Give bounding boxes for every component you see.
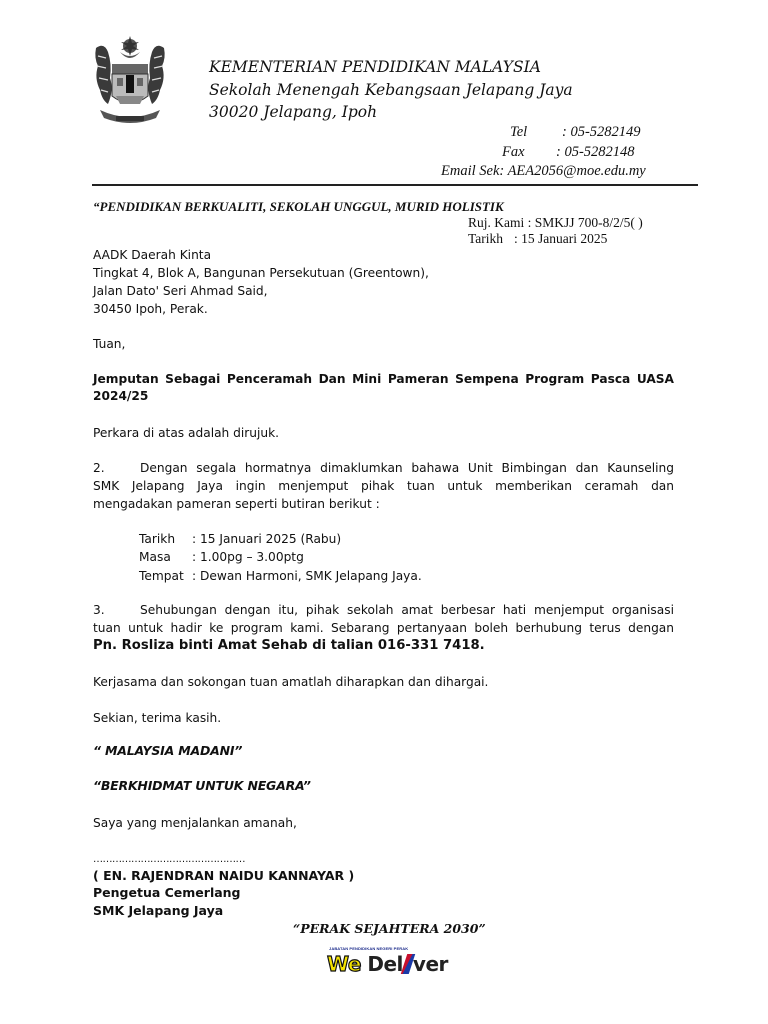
signature-line: ………………………………………… (93, 854, 245, 865)
closing-thanks: Sekian, terima kasih. (93, 711, 222, 725)
logo-tagline: JABATAN PENDIDIKAN NEGERI PERAK (329, 946, 409, 951)
detail-label: Masa (139, 550, 171, 564)
date-label: Tarikh (468, 231, 504, 246)
recipient-line: AADK Daerah Kinta (93, 248, 212, 262)
signatory-title: Pengetua Cemerlang (93, 885, 241, 900)
reference-statement: Perkara di atas adalah dirujuk. (93, 426, 280, 440)
slogan-malaysia-madani: “ MALAYSIA MADANI” (93, 743, 243, 758)
tel-label: Tel (510, 124, 528, 140)
fax-label: Fax (502, 144, 525, 160)
school-address: 30020 Jelapang, Ipoh (209, 103, 378, 121)
reference-number: Ruj. Kami : SMKJJ 700-8/2/5( ) (468, 215, 643, 230)
letterhead-divider (92, 184, 698, 186)
recipient-line: Jalan Dato' Seri Ahmad Said, (93, 284, 268, 298)
salutation: Tuan, (93, 337, 126, 351)
tel-value: : 05-5282149 (562, 124, 641, 140)
fax-value: : 05-5282148 (556, 144, 635, 160)
ministry-name: KEMENTERIAN PENDIDIKAN MALAYSIA (209, 58, 541, 76)
paragraph-line: SMK Jelapang Jaya ingin menjemput pihak tuan untuk memberikan ceramah dan (93, 479, 674, 493)
logo-ver: ver (412, 952, 448, 976)
paragraph-number: 3. (93, 603, 105, 617)
school-email: Email Sek: AEA2056@moe.edu.my (441, 163, 646, 179)
paragraph-line: tuan untuk hadir ke program kami. Sebarang pertanyaan boleh berhubung terus dengan (93, 621, 674, 635)
detail-value: : Dewan Harmoni, SMK Jelapang Jaya. (192, 569, 422, 583)
paragraph-2 (93, 459, 674, 513)
detail-label: Tarikh (139, 532, 176, 546)
malaysia-coat-of-arms-icon (90, 34, 170, 126)
signatory-school: SMK Jelapang Jaya (93, 903, 224, 918)
paragraph-line: 3. Sehubungan dengan itu, pihak sekolah amat berbesar hati menjemput organisasi (93, 603, 674, 617)
signature-intro: Saya yang menjalankan amanah, (93, 816, 297, 830)
detail-label: Tempat (139, 569, 184, 583)
letter-subject: Jemputan Sebagai Penceramah Dan Mini Pameran Sempena Program Pasca UASA 2024/25 (93, 372, 674, 403)
event-venue (139, 567, 422, 585)
paragraph-line: mengadakan pameran seperti butiran berikut : (93, 497, 380, 511)
slogan-berkhidmat: “BERKHIDMAT UNTUK NEGARA” (93, 778, 311, 793)
logo-del: Del (367, 952, 403, 976)
recipient-line: Tingkat 4, Blok A, Bangunan Persekutuan (Greentown), (93, 266, 429, 280)
perak-slogan: “PERAK SEJAHTERA 2030” (293, 921, 486, 936)
paragraph-3 (93, 601, 674, 655)
signatory-name: ( EN. RAJENDRAN NAIDU KANNAYAR ) (93, 868, 355, 883)
recipient-line: 30450 Ipoh, Perak. (93, 302, 208, 316)
event-time (139, 548, 304, 566)
paragraph-number: 2. (93, 461, 105, 475)
we-deliver-logo (327, 946, 448, 978)
closing-appreciation: Kerjasama dan sokongan tuan amatlah diharapkan dan dihargai. (93, 675, 489, 689)
detail-value: : 1.00pg – 3.00ptg (192, 550, 304, 564)
date-value: : 15 Januari 2025 (514, 231, 608, 246)
detail-value: : 15 Januari 2025 (Rabu) (192, 532, 342, 546)
paragraph-line: 2. Dengan segala hormatnya dimaklumkan bahawa Unit Bimbingan dan Kaunseling (93, 461, 674, 475)
event-date (139, 530, 341, 548)
letter-date (468, 231, 607, 247)
education-motto: “PENDIDIKAN BERKUALITI, SEKOLAH UNGGUL, MURID HOLISTIK (93, 199, 504, 214)
school-name: Sekolah Menengah Kebangsaan Jelapang Jaya (209, 81, 573, 99)
contact-person-line: Pn. Rosliza binti Amat Sehab di talian 016-331 7418. (93, 638, 485, 653)
logo-we: We (327, 952, 361, 976)
